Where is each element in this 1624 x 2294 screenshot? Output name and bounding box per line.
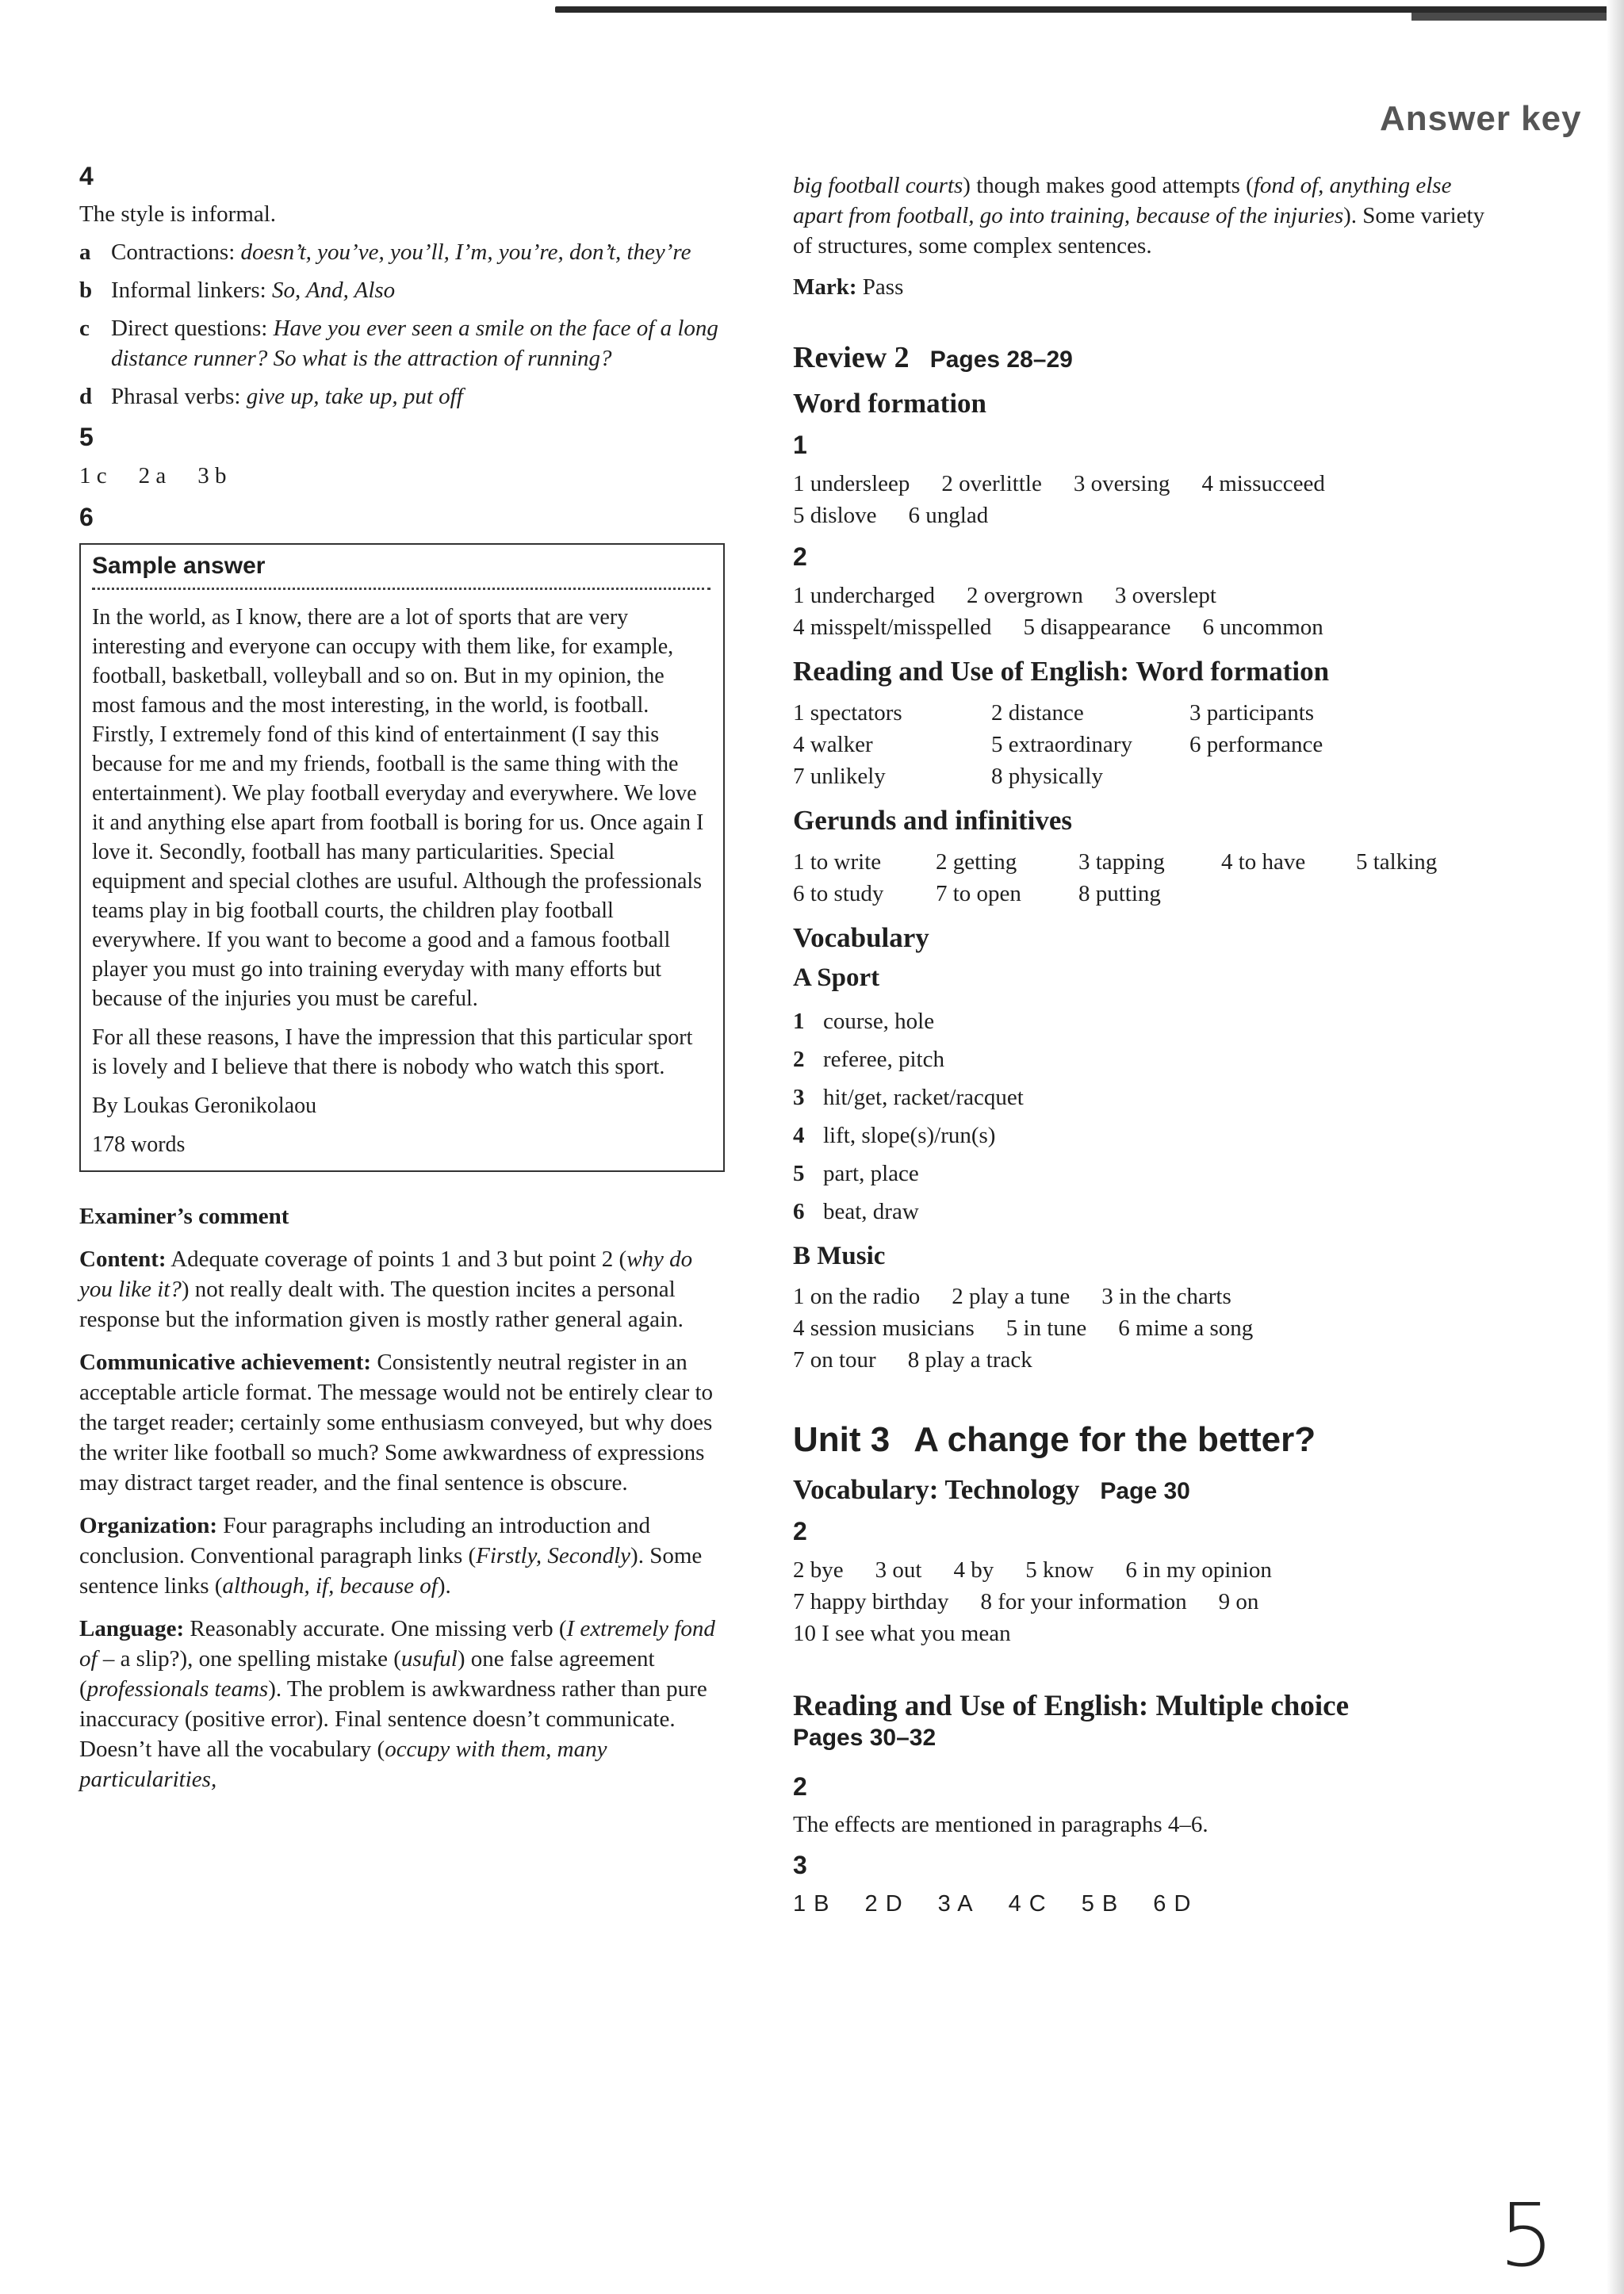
section-heading: Reading and Use of English: Word formation <box>793 656 1330 687</box>
item-examples: So, And, Also <box>271 278 396 303</box>
answer: 2 a <box>138 463 167 488</box>
style-note: The style is informal. <box>79 201 277 227</box>
examiner-comment-title: Examiner’s comment <box>79 1204 289 1229</box>
list-item: 5 part, place <box>793 1161 919 1186</box>
list-item: 1 course, hole <box>793 1009 935 1034</box>
page-edge-shadow <box>1607 0 1624 2294</box>
question-number: 5 <box>79 423 94 451</box>
list-item <box>79 313 730 373</box>
comment-organization: Organization: Four paragraphs including an introduction and conclusion. Conventional paragraph links (Firstly, Secondly). Some sentence links (although, if, because of). <box>79 1513 703 1599</box>
section-heading: Reading and Use of English: Multiple choice <box>793 1690 1349 1722</box>
answer-row: 5 dislove 6 unglad <box>793 503 989 528</box>
question-number: 1 <box>793 431 807 459</box>
list-item: 4 lift, slope(s)/run(s) <box>793 1123 996 1148</box>
list-item <box>79 275 730 305</box>
page-reference: Pages 30–32 <box>793 1725 936 1751</box>
answer-row: 2 bye 3 out 4 by 5 know 6 in my opinion <box>793 1557 1272 1583</box>
answer-row: 7 happy birthday 8 for your information 9 on <box>793 1589 1259 1614</box>
sample-answer-box <box>79 543 725 1172</box>
top-rule <box>555 6 1618 13</box>
left-column <box>79 151 730 1807</box>
sample-word-count: 178 words <box>92 1132 186 1157</box>
answer-grid: 1 to write 2 getting 3 tapping 4 to have 5 talking 6 to study 7 to open 8 putting <box>793 849 1438 906</box>
list-item: 6 beat, draw <box>793 1199 919 1224</box>
comment-communicative: Communicative achievement: Consistently neutral register in an acceptable article format. The message would not be entirely clear to the target reader; certainly some enthusiasm conveyed, but why does the writer like football so much? Some awkwardness of expressions may distract target reader, and the final sentence is obscure. <box>79 1350 714 1496</box>
sample-author: By Loukas Geronikolaou <box>92 1093 317 1118</box>
answer: 3 b <box>197 463 227 488</box>
answer-text: The effects are mentioned in paragraphs 4–6. <box>793 1812 1208 1837</box>
subsection-heading: B Music <box>793 1242 886 1270</box>
answer-row: 10 I see what you mean <box>793 1621 1011 1646</box>
question-number: 2 <box>793 1772 807 1801</box>
item-label: Phrasal verbs: <box>111 384 247 409</box>
list-item: 2 referee, pitch <box>793 1047 944 1072</box>
section-heading: Vocabulary <box>793 922 929 953</box>
mark: Mark: Pass <box>793 274 904 300</box>
unit-heading: Unit 3 A change for the better? <box>793 1420 1316 1459</box>
question-number: 3 <box>793 1851 807 1879</box>
question-number: 4 <box>79 162 94 190</box>
page-number: 5 <box>1499 2185 1554 2286</box>
answer-row: 1 on the radio 2 play a tune 3 in the charts <box>793 1284 1231 1309</box>
review-heading: Review 2 Pages 28–29 <box>793 341 1073 374</box>
item-label: Informal linkers: <box>111 278 272 303</box>
item-letter: a <box>79 239 91 265</box>
answer-row: 4 misspelt/misspelled 5 disappearance 6 uncommon <box>793 615 1323 640</box>
page-header: Answer key <box>1380 99 1582 138</box>
sample-paragraph: In the world, as I know, there are a lot of sports that are very interesting and everyone can occupy with them like, for example, football, basketball, volleyball and so on. But in my opinion, the most famous and the most interesting, in the world, is football. Firstly, I extremely fond of this kind of entertainment (I say this because for me and my friends, football is the same thing with the entertainment). We play football everyday and everywhere. We love it and anything else apart from football is boring for us. Once again I love it. Secondly, football has many particularities. Special equipment and special clothes are usuful. Although the professionals teams play in big football courts, the children play football everywhere. If you want to become a good and a famous football player you must go into training everyday with many efforts but because of the injuries you must be careful. <box>92 605 704 1011</box>
subsection-heading: A Sport <box>793 963 880 992</box>
item-label: Direct questions: <box>111 316 274 341</box>
section-heading: Gerunds and infinitives <box>793 805 1073 836</box>
comment-continued: big football courts) though makes good attempts (fond of, anything else apart from football, go into training, because of the injuries). Some variety of structures, some complex sentences. <box>793 173 1485 259</box>
answer-row: 1 undercharged 2 overgrown 3 overslept <box>793 583 1216 608</box>
question-number: 6 <box>79 503 94 531</box>
answer-row: 7 on tour 8 play a track <box>793 1347 1032 1373</box>
list-item <box>79 381 730 412</box>
list-item <box>79 237 730 267</box>
answer-row: 1 B 2 D 3 A 4 C 5 B 6 D <box>793 1891 1192 1917</box>
question-number: 2 <box>793 1517 807 1545</box>
examiner-comment <box>79 1244 730 1794</box>
item-examples: give up, take up, put off <box>246 384 463 409</box>
sample-paragraph: For all these reasons, I have the impression that this particular sport is lovely and I believe that there is nobody who watch this sport. <box>92 1025 693 1079</box>
item-examples: Have you ever seen a smile on the face of a long distance runner? So what is the attraction of running? <box>111 316 718 371</box>
answer: 1 c <box>79 463 107 488</box>
item-label: Contractions: <box>111 239 241 265</box>
top-rule-thick <box>1411 13 1618 21</box>
item-letter: c <box>79 316 90 341</box>
right-column <box>793 170 1491 1920</box>
sample-answer-title: Sample answer <box>92 553 710 590</box>
answer-grid: 1 spectators 2 distance 3 participants 4 walker 5 extraordinary 6 performance 7 unlikely 8 physically <box>793 700 1323 789</box>
comment-content: Content: Adequate coverage of points 1 and 3 but point 2 (why do you like it?) not really dealt with. The question incites a personal response but the information given is mostly rather general again. <box>79 1247 693 1332</box>
answer-row: 4 session musicians 5 in tune 6 mime a song <box>793 1316 1254 1341</box>
answer-row <box>79 460 730 492</box>
answer-row: 1 undersleep 2 overlittle 3 oversing 4 missucceed <box>793 471 1325 496</box>
item-examples: doesn’t, you’ve, you’ll, I’m, you’re, don’t, they’re <box>240 239 691 265</box>
list-item: 3 hit/get, racket/racquet <box>793 1085 1024 1110</box>
comment-language: Language: Reasonably accurate. One missing verb (I extremely fond of – a slip?), one spelling mistake (usuful) one false agreement (professionals teams). The problem is awkwardness rather than pure inaccuracy (positive error). Final sentence doesn’t communicate. Doesn’t have all the vocabulary (occupy with them, many particularities, <box>79 1616 715 1792</box>
section-heading: Vocabulary: Technology Page 30 <box>793 1474 1190 1505</box>
question-number: 2 <box>793 542 807 571</box>
section-heading: Word formation <box>793 388 987 419</box>
item-letter: d <box>79 384 93 409</box>
item-letter: b <box>79 278 93 303</box>
